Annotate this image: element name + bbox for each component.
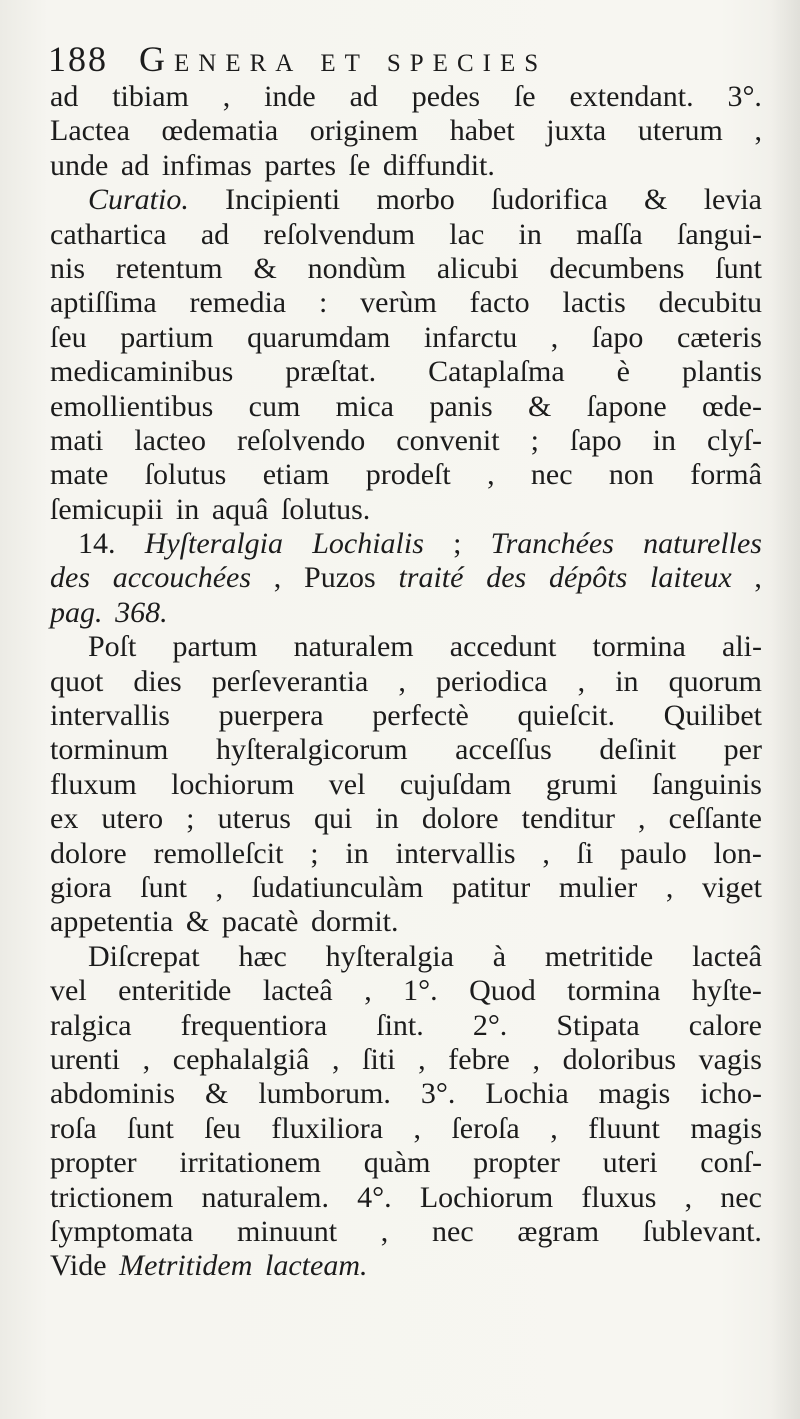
word: quarumdam xyxy=(247,320,391,354)
text-line xyxy=(50,630,762,664)
word: & xyxy=(185,905,210,939)
text-line xyxy=(50,837,762,871)
word: decubitu xyxy=(658,286,762,320)
word: vel xyxy=(328,767,366,801)
word: habet xyxy=(449,114,515,148)
word: ſapone xyxy=(586,389,667,423)
word: è xyxy=(616,355,630,389)
word: metritide xyxy=(544,939,654,973)
text-line xyxy=(50,905,762,939)
word: dolore xyxy=(50,836,127,870)
word: Metritidem xyxy=(119,1249,253,1283)
word: ſolutus xyxy=(144,458,227,492)
word: dormit. xyxy=(311,905,399,939)
word: ſudatiunculàm xyxy=(251,870,424,904)
word: uteri xyxy=(602,1146,658,1180)
word: mati xyxy=(50,423,104,457)
word: quot xyxy=(50,664,104,698)
text-line xyxy=(50,218,762,252)
word: fluxiliora xyxy=(271,1111,384,1145)
word: , xyxy=(542,836,550,870)
word: ali- xyxy=(722,630,762,664)
word: plantis xyxy=(681,355,762,389)
word: appetentia xyxy=(50,905,174,939)
word: ſanguinis xyxy=(651,767,762,801)
word: , xyxy=(665,870,674,904)
word: urenti xyxy=(50,1042,120,1076)
word: in xyxy=(518,217,542,251)
word: ad xyxy=(349,80,378,113)
word: per xyxy=(723,733,762,767)
word: ſunt xyxy=(140,870,187,904)
word: cathartica xyxy=(50,217,167,251)
word: lacteam. xyxy=(265,1249,368,1283)
word: à xyxy=(492,939,507,973)
word: quorum xyxy=(668,664,762,698)
word: ſangui- xyxy=(677,217,762,251)
word: nec xyxy=(530,458,573,492)
text-line xyxy=(50,149,762,183)
word: , xyxy=(754,561,762,595)
text-line xyxy=(50,390,762,424)
word: accouchées xyxy=(112,561,252,595)
word: intervallis xyxy=(50,699,170,733)
word: icho- xyxy=(700,1077,762,1111)
word: non xyxy=(608,458,654,492)
word: ægram xyxy=(517,1214,600,1248)
word: calore xyxy=(688,1008,762,1042)
word: , xyxy=(418,1042,426,1076)
word: lacteâ xyxy=(692,939,762,973)
word: in xyxy=(345,836,369,870)
text-line xyxy=(50,596,762,630)
word: ſi xyxy=(576,836,594,870)
running-title: Genera et species xyxy=(139,39,548,79)
word: ; xyxy=(453,527,462,561)
word: lon- xyxy=(713,836,762,870)
word: quieſcit. xyxy=(517,699,615,733)
word: infimas xyxy=(161,148,252,182)
word: quàm xyxy=(363,1146,431,1180)
word: dolore xyxy=(421,802,499,836)
word: 14. xyxy=(78,527,116,561)
word: retentum xyxy=(115,251,223,285)
word: Lochialis xyxy=(312,527,424,561)
word: tibiam xyxy=(112,80,189,113)
word: des xyxy=(486,561,527,595)
word: perfectè xyxy=(372,699,469,733)
word: abdominis xyxy=(50,1077,175,1111)
word: nec xyxy=(432,1214,474,1248)
word: decumbens xyxy=(549,251,685,285)
word: , xyxy=(638,802,646,836)
word: partes xyxy=(264,148,337,182)
word: convenit xyxy=(396,423,500,457)
word: aquâ xyxy=(211,492,269,526)
word: Curatio. xyxy=(88,183,189,217)
word: ſunt xyxy=(127,1111,174,1145)
word: ; xyxy=(310,836,319,870)
word: remedia xyxy=(189,286,287,320)
word: puerpera xyxy=(218,699,324,733)
word: traité xyxy=(398,561,464,595)
word: ſublevant. xyxy=(642,1214,762,1248)
word: lochiorum xyxy=(171,767,295,801)
word: Vide xyxy=(50,1249,107,1283)
word: patitur xyxy=(451,870,531,904)
word: , xyxy=(550,1111,558,1145)
word: naturalem. xyxy=(201,1180,329,1214)
page-edge-shadow xyxy=(770,0,800,1419)
word: in xyxy=(175,492,200,526)
text-line xyxy=(50,286,762,320)
word: alicubi xyxy=(436,251,519,285)
word: reſolvendo xyxy=(236,423,366,457)
word: levia xyxy=(703,183,762,217)
word: mate xyxy=(50,458,109,492)
word: tenditur xyxy=(521,802,615,836)
word: Stipata xyxy=(556,1008,640,1042)
word: febre xyxy=(448,1042,510,1076)
word: lacteâ xyxy=(262,974,333,1008)
word: paulo xyxy=(620,836,687,870)
word: des xyxy=(50,561,90,595)
word: verùm xyxy=(360,286,437,320)
word: , xyxy=(550,320,559,354)
text-line xyxy=(50,1146,762,1180)
word: ad xyxy=(200,217,230,251)
word: ralgica xyxy=(50,1008,132,1042)
word: ſeu xyxy=(50,320,87,354)
word: Cataplaſma xyxy=(428,355,565,389)
text-line xyxy=(50,1077,762,1111)
word: Poſt xyxy=(88,630,137,664)
word: intervallis xyxy=(395,836,516,870)
word: giora xyxy=(50,870,112,904)
word: ſunt xyxy=(715,251,762,285)
word: ; xyxy=(186,802,195,836)
word: prodeſt xyxy=(365,458,451,492)
word: ad xyxy=(120,148,150,182)
word: lac xyxy=(449,217,485,251)
word: ceſſante xyxy=(668,802,762,836)
word: nis xyxy=(50,251,86,285)
word: in xyxy=(652,423,676,457)
word: magis xyxy=(598,1077,671,1111)
word: , xyxy=(222,80,231,113)
word: , xyxy=(398,664,406,698)
word: cum xyxy=(248,389,301,423)
word: œdematia xyxy=(161,114,279,148)
word: ſemicupii xyxy=(50,492,164,526)
text-line xyxy=(50,974,762,1008)
word: ex xyxy=(50,802,79,836)
word: 1°. xyxy=(403,974,438,1008)
word: mulier xyxy=(558,870,638,904)
word: 3°. xyxy=(727,80,762,113)
word: frequentiora xyxy=(180,1008,328,1042)
text-line xyxy=(50,1009,762,1043)
word: : xyxy=(318,286,328,320)
word: & xyxy=(205,1077,229,1111)
word: lumborum. xyxy=(258,1077,391,1111)
word: remolleſcit xyxy=(153,836,284,870)
word: cujuſdam xyxy=(399,767,512,801)
word: trictionem xyxy=(50,1180,174,1214)
word: , xyxy=(142,1042,151,1076)
word: qui xyxy=(314,802,353,836)
word: uterus xyxy=(217,802,291,836)
text-line xyxy=(50,561,762,595)
word: ſapo xyxy=(569,423,622,457)
word: , xyxy=(364,974,372,1008)
word: œde- xyxy=(702,389,762,423)
word: vagis xyxy=(698,1042,762,1076)
word: aptiſſima xyxy=(50,286,157,320)
word: 4°. xyxy=(357,1180,392,1214)
word: fluunt xyxy=(588,1111,660,1145)
word: partum xyxy=(172,630,258,664)
word: Incipienti xyxy=(225,183,341,217)
word: clyſ- xyxy=(707,423,762,457)
word: minuunt xyxy=(237,1214,338,1248)
text-line xyxy=(50,699,762,733)
word: partium xyxy=(120,320,214,354)
word: tormina xyxy=(567,974,661,1008)
word: diffundit. xyxy=(382,148,495,182)
word: ſe xyxy=(348,148,371,182)
text-line xyxy=(50,768,762,802)
word: hyſteralgia xyxy=(325,939,454,973)
word: infarctu xyxy=(423,320,518,354)
word: hæc xyxy=(238,939,287,973)
word: doloribus xyxy=(562,1042,677,1076)
text-line xyxy=(50,940,762,974)
word: Lochiorum xyxy=(419,1180,554,1214)
word: dépôts xyxy=(548,561,628,595)
text-line xyxy=(50,1215,762,1249)
word: perſeverantia xyxy=(211,664,369,698)
word: lactis xyxy=(562,286,626,320)
word: acceſſus xyxy=(455,733,552,767)
word: pacatè xyxy=(221,905,299,939)
word: maſſa xyxy=(576,217,643,251)
word: 368. xyxy=(115,595,168,629)
word: irritationem xyxy=(179,1146,322,1180)
word: , xyxy=(380,1214,389,1248)
word: , xyxy=(754,114,762,148)
word: pag. xyxy=(50,595,103,629)
word: unde xyxy=(50,148,109,182)
text-line xyxy=(50,665,762,699)
word: , xyxy=(413,1111,421,1145)
text-line xyxy=(50,355,762,389)
word: Quilibet xyxy=(663,699,762,733)
word: ſudorifica xyxy=(491,183,608,217)
word: ; xyxy=(530,423,539,457)
word: utero xyxy=(101,802,164,836)
text-line xyxy=(50,527,762,561)
text-line xyxy=(50,1181,762,1215)
word: Hyſteralgia xyxy=(144,527,283,561)
word: dies xyxy=(133,664,182,698)
word: in xyxy=(615,664,639,698)
word: pedes xyxy=(411,80,481,113)
word: ad xyxy=(50,80,79,113)
word: grumi xyxy=(545,767,618,801)
word: , xyxy=(532,1042,541,1076)
text-line xyxy=(50,1043,762,1077)
word: Diſcrepat xyxy=(88,939,200,973)
text-line xyxy=(50,1112,762,1146)
word: conſ- xyxy=(700,1146,762,1180)
word: & xyxy=(528,389,552,423)
word: uterum xyxy=(637,114,723,148)
word: , xyxy=(332,1042,340,1076)
word: in xyxy=(375,802,399,836)
word: naturalem xyxy=(293,630,414,664)
word: roſa xyxy=(50,1111,97,1145)
word: & xyxy=(253,251,277,285)
word: ſolutus. xyxy=(281,492,371,526)
word: ſeroſa xyxy=(451,1111,520,1145)
word: 3°. xyxy=(420,1077,456,1111)
text-line xyxy=(50,424,762,458)
word: ſiti xyxy=(362,1042,396,1076)
word: cephalalgiâ xyxy=(172,1042,310,1076)
word: , xyxy=(577,664,586,698)
page-body-text xyxy=(50,80,762,1284)
word: laiteux xyxy=(650,561,732,595)
word: ſapo xyxy=(591,320,644,354)
word: mica xyxy=(335,389,394,423)
word: nec xyxy=(720,1180,762,1214)
word: accedunt xyxy=(449,630,557,664)
word: etiam xyxy=(262,458,330,492)
word: ſeu xyxy=(204,1111,241,1145)
word: periodica xyxy=(435,664,548,698)
word: cæteris xyxy=(676,320,762,354)
text-line xyxy=(50,733,762,767)
word: propter xyxy=(50,1146,137,1180)
text-line xyxy=(50,252,762,286)
word: Puzos xyxy=(304,561,376,595)
word: extendant. xyxy=(569,80,694,113)
word: præſtat. xyxy=(285,355,377,389)
text-line xyxy=(50,871,762,905)
word: hyſte- xyxy=(691,974,762,1008)
word: fluxus xyxy=(581,1180,657,1214)
word: juxta xyxy=(546,114,607,148)
word: Lactea xyxy=(50,114,130,148)
word: enteritide xyxy=(118,974,232,1008)
word: , xyxy=(273,561,282,595)
running-header xyxy=(48,38,768,82)
text-line xyxy=(50,802,762,836)
word: vel xyxy=(50,974,87,1008)
word: , xyxy=(487,458,495,492)
word: tormina xyxy=(592,630,686,664)
word: fluxum xyxy=(50,767,137,801)
word: Lochia xyxy=(485,1077,569,1111)
text-line xyxy=(50,321,762,355)
word: propter xyxy=(473,1146,560,1180)
word: naturelles xyxy=(643,527,762,561)
word: Tranchées xyxy=(490,527,614,561)
word: ſint. xyxy=(376,1008,424,1042)
word: reſolvendum xyxy=(263,217,416,251)
text-line xyxy=(50,493,762,527)
word: panis xyxy=(429,389,493,423)
word: 2°. xyxy=(472,1008,508,1042)
word: nondùm xyxy=(307,251,407,285)
word: lacteo xyxy=(134,423,206,457)
text-line xyxy=(50,458,762,492)
text-line xyxy=(50,114,762,148)
word: emollientibus xyxy=(50,389,214,423)
word: & xyxy=(644,183,668,217)
word: Quod xyxy=(469,974,536,1008)
word: torminum xyxy=(50,733,169,767)
text-line xyxy=(50,80,762,114)
page-number: 188 xyxy=(48,39,108,79)
word: morbo xyxy=(376,183,455,217)
word: , xyxy=(215,870,224,904)
word: viget xyxy=(701,870,762,904)
word: deſinit xyxy=(599,733,677,767)
text-line xyxy=(50,1249,762,1283)
word: magis xyxy=(690,1111,762,1145)
word: ſe xyxy=(513,80,536,113)
word: inde xyxy=(264,80,316,113)
word: originem xyxy=(309,114,419,148)
word: facto xyxy=(469,286,530,320)
word: ſymptomata xyxy=(50,1214,194,1248)
word: medicaminibus xyxy=(50,355,234,389)
text-line xyxy=(50,183,762,217)
word: formâ xyxy=(690,458,762,492)
word: hyſteralgicorum xyxy=(215,733,408,767)
word: , xyxy=(684,1180,693,1214)
